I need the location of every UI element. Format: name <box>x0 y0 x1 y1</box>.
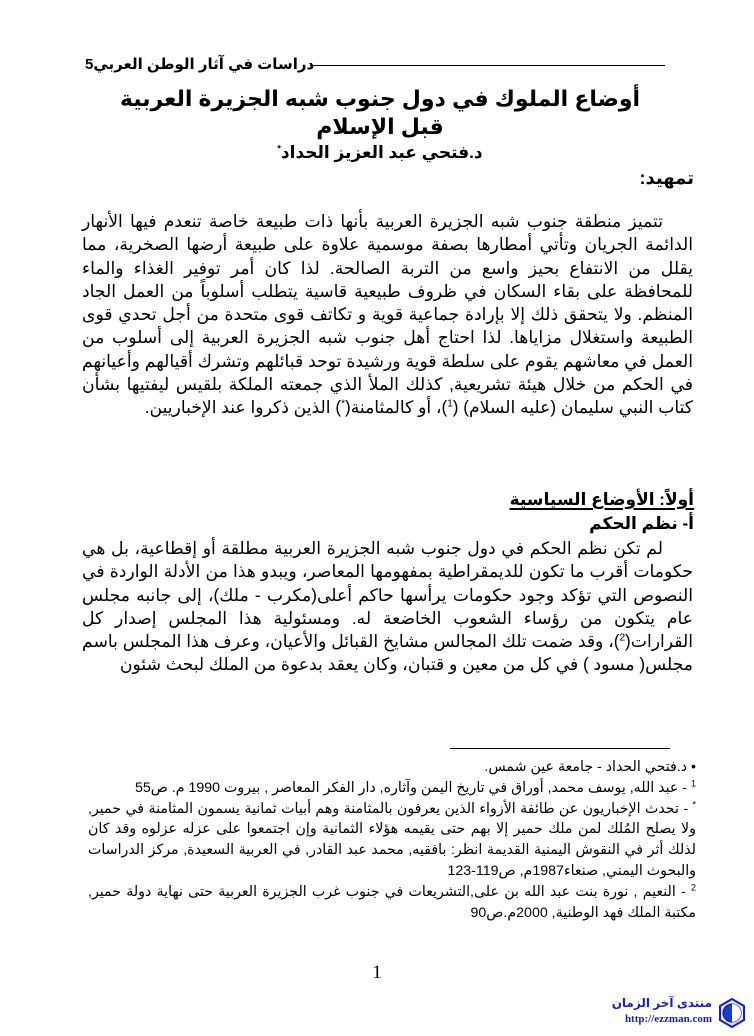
governance-paragraph <box>82 537 693 677</box>
site-watermark[interactable] <box>596 996 746 1030</box>
footnote-mark: * <box>692 798 696 809</box>
footnote-1 <box>88 778 696 799</box>
footnote-ref-2[interactable]: 2 <box>619 632 626 644</box>
footnote-mark: 2 <box>691 882 697 893</box>
author-line <box>60 143 700 163</box>
intro-text-part-2: )، أو كالمثامنة( <box>344 397 448 418</box>
governance-text-part-2: )، وقد ضمت تلك المجالس مشايخ القبائل والأعيان، وعرف هذا المجلس باسم مجلس( مسود ) في كل من معين و قتبان، وكان يعقد بدعوة من الملك لبحث شئون <box>82 631 693 675</box>
footnote-2 <box>88 882 696 924</box>
article-title-line-1: أوضاع الملوك في دول جنوب شبه الجزيرة العربية <box>119 86 641 111</box>
footnote-ref-1[interactable]: 1 <box>447 398 453 410</box>
footnote-text: - تحدث الإخباريون عن طائفة الأزواء الذين يعرفون بالمثامنة وهم أبيات ثمانية يسمون المثامنة في حمير, ولا يصلح المُلك لمن ملك حمير إلا بهم حتى يقيمه هؤلاء الثمانية وإن اجتمعوا على عزله عزلوه وقد كان لذلك أثر في النقوش اليمنية القديمة انظر: بافقيه, محمد عبد القادر, في العربية السعيدة, مركز الدراسات والبحوث اليمني, صنعاء1987م, ص119-123 <box>88 800 696 879</box>
watermark-url[interactable]: http://ezzman.com <box>624 1013 712 1025</box>
footnote-text: - النعيم , نورة بنت عبد الله بن على,التشريعات في جنوب غرب الجزيرة العربية حتى نهاية دولة حمير, مكتبة الملك فهد الوطنية, 2000م.ص90 <box>88 883 696 921</box>
footnote-author <box>88 757 696 778</box>
page-number: 1 <box>372 962 382 983</box>
running-header <box>85 55 665 75</box>
footnote-text: - عبد الله, يوسف محمد, أوراق في تاريخ اليمن وآثاره, دار الفكر المعاصر , بيروت 1990 م. ص55 <box>134 779 688 796</box>
governance-text-part-1: لم تكن نظم الحكم في دول جنوب شبه الجزيرة العربية مطلقة أو إقطاعية، بل هي حكومات أقرب ما تكون للديمقراطية بمفهومها المعاصر، ويبدو هذا من الأدلة الواردة في النصوص التي تؤكد وجود حكومات يرأسها حاكم أعلى(مكرب - ملك)، إلى جانبه مجلس عام يتكون من رؤساء الشعوب الخاضعة له. ومسئولية هذا المجلس إصدار كل القرارات( <box>82 538 693 652</box>
running-header-text: دراسات في آثار الوطن العربي5 <box>85 56 315 73</box>
footnote-ref-star[interactable]: * <box>341 398 345 410</box>
footnote-star <box>88 799 696 882</box>
hexagon-logo-icon <box>718 998 746 1028</box>
header-rule <box>310 65 665 66</box>
author-name: د.فتحي عبد العزيز الحداد <box>280 143 483 162</box>
section-heading-political: أولاً: الأوضاع السياسية <box>509 490 694 509</box>
article-title-line-2: قبل الإسلام <box>316 114 444 139</box>
intro-text-part-3: ) الذين ذكروا عند الإخباريين. <box>144 397 342 418</box>
intro-heading: تمهيد: <box>639 168 694 188</box>
intro-paragraph <box>82 210 693 420</box>
footnote-mark: 1 <box>690 778 696 789</box>
footnote-text: د.فتحي الحداد - جامعة عين شمس. <box>484 759 688 775</box>
footnotes <box>88 757 696 923</box>
author-footnote-mark: * <box>277 143 281 154</box>
footnote-mark: • <box>691 759 696 775</box>
watermark-site-name: منتدى آخر الزمان <box>611 996 712 1010</box>
footnote-separator <box>450 748 670 749</box>
intro-text-part-1: تتميز منطقة جنوب شبه الجزيرة العربية بأنها ذات طبيعة خاصة تنعدم فيها الأنهار الدائمة الجريان وتأتي أمطارها بصفة موسمية علاوة على طبيعة أرضها الصخرية، مما يقلل من الانتفاع بحيز واسع من التربة الصالحة. لذا كان أمر توفير الغذاء والماء للمحافظة على بقاء السكان في ظروف طبيعية قاسية يتطلب أسلوباً من العمل الجاد المنظم. ولا يتحقق ذلك إلا بإرادة جماعية قوية و تكاتف قوى متحدة من أجل تحدي قوى الطبيعة واستغلال مزاياها. لذا احتاج أهل جنوب شبه الجزيرة العربية إلى أسلوب من العمل في معاشهم يقوم على سلطة قوية ورشيدة توحد قبائلهم وتشرك أقيالهم وأعيانهم في الحكم من خلال هيئة تشريعية, كذلك الملأ الذي جمعته الملكة بلقيس ليفتيها بشأن كتاب النبي سليمان (عليه السلام) ( <box>82 211 693 418</box>
subsection-heading-governance: أ- نظم الحكم <box>589 514 694 533</box>
